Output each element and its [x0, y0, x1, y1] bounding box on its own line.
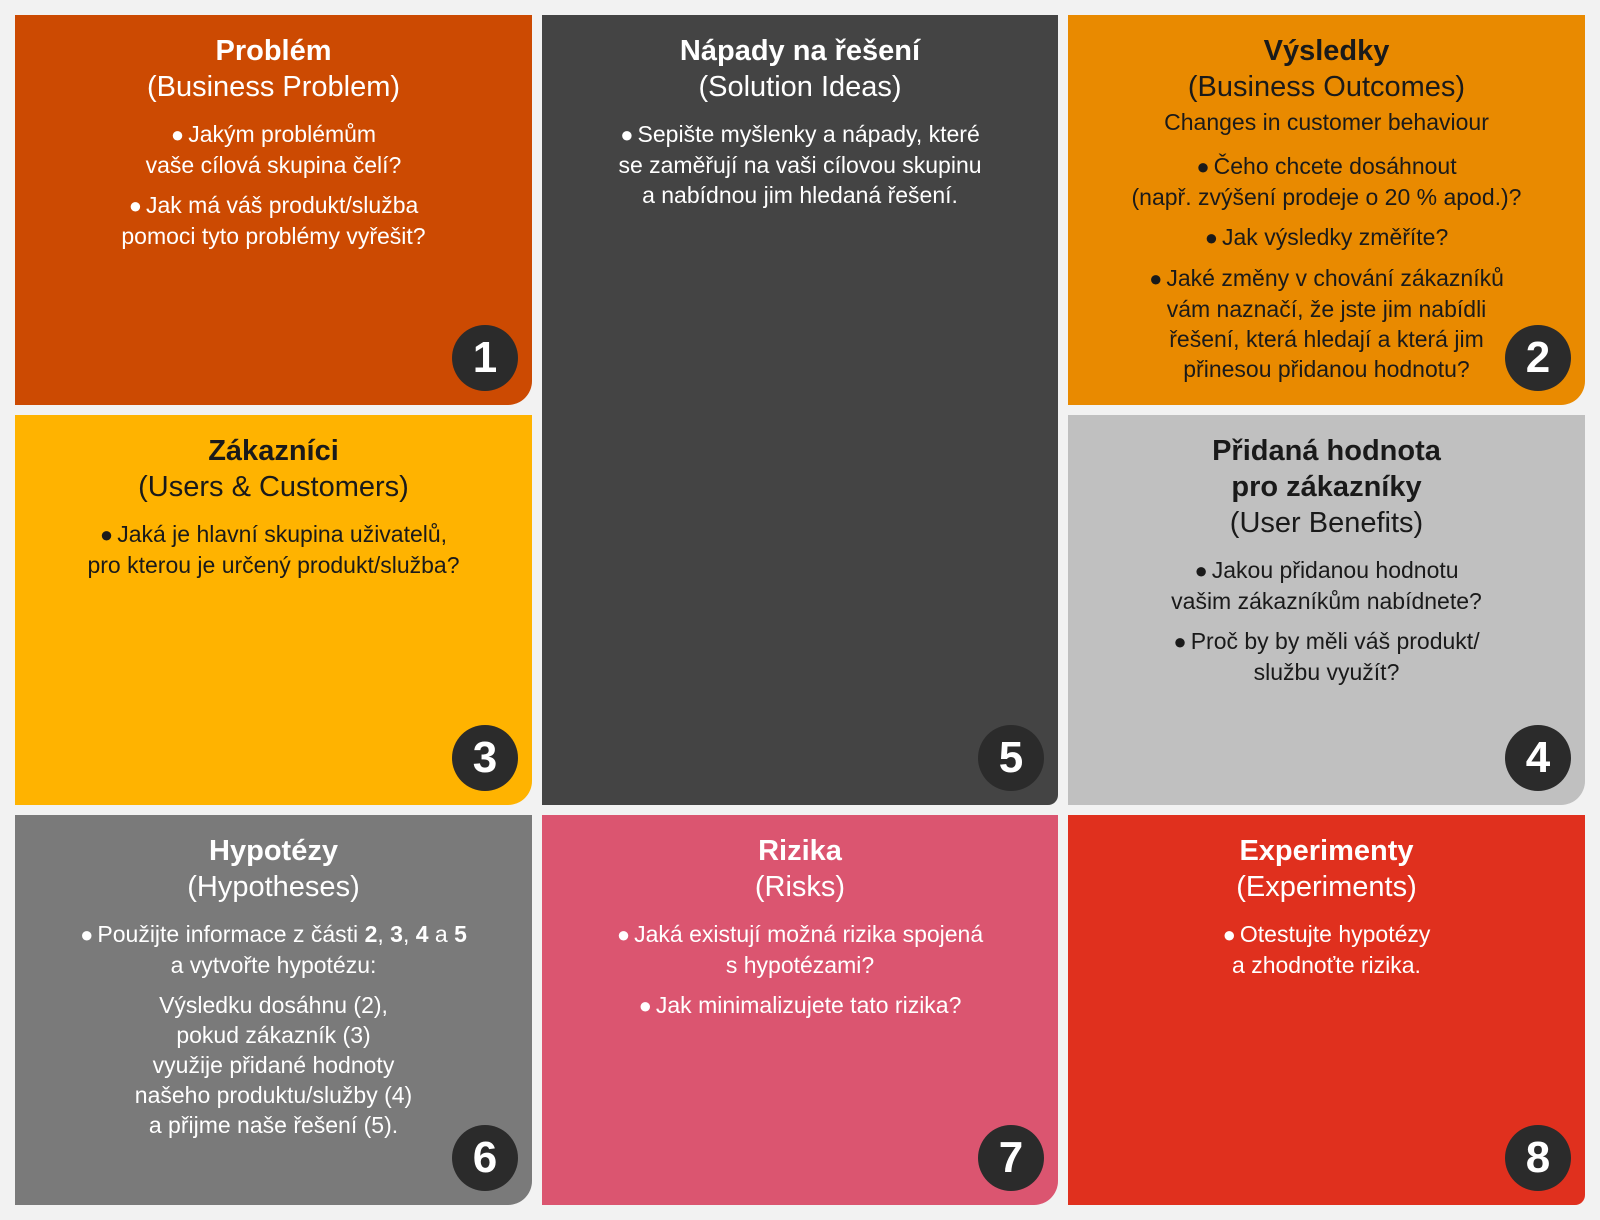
card-risks [542, 815, 1058, 1205]
bullet-icon: ● [80, 922, 94, 947]
card-items [15, 119, 532, 251]
card-items [15, 919, 532, 1140]
bullet-icon: ● [1222, 922, 1236, 947]
list-item: ● Jaká je hlavní skupina uživatelů, pro kterou je určený produkt/služba? [87, 521, 460, 578]
bullet-icon: ● [616, 922, 631, 947]
list-item: ● Použijte informace z části 2, 3, 4 a 5 a vytvořte hypotézu: [80, 921, 467, 978]
card-user-benefits [1068, 415, 1585, 805]
bullet-icon: ● [638, 993, 652, 1018]
bullet-icon: ● [620, 122, 634, 147]
card-title: Experimenty [1239, 835, 1414, 867]
card-business-problem [15, 15, 532, 405]
card-subtitle: (Solution Ideas) [698, 71, 902, 103]
list-item: ● Jak minimalizujete tato rizika? [638, 992, 962, 1018]
list-item: ● Jak výsledky změříte? [1204, 224, 1449, 250]
section-ref: 4 [415, 921, 429, 947]
card-title: Problém [215, 35, 332, 67]
card-subtitle: (Experiments) [1236, 871, 1417, 903]
list-item: ● Jakou přidanou hodnotu vašim zákazníkům nabídnete? [1171, 557, 1482, 614]
list-item: ● Čeho chcete dosáhnout (např. zvýšení prodeje o 20 % apod.)? [1131, 153, 1522, 210]
card-subtitle: (Business Outcomes) [1187, 71, 1466, 103]
card-note: Changes in customer behaviour [1164, 109, 1489, 135]
card-subtitle: (Business Problem) [146, 71, 401, 103]
bullet-icon: ● [99, 522, 114, 547]
list-item: ● Sepište myšlenky a nápady, které se zaměřují na vaši cílovou skupinu a nabídnou jim hledaná řešení. [618, 121, 982, 208]
list-item: ● Proč by by měli váš produkt/ službu využít? [1173, 628, 1480, 685]
card-experiments [1068, 815, 1585, 1205]
card-subtitle: (User Benefits) [1229, 507, 1424, 539]
bullet-icon: ● [1194, 558, 1208, 583]
section-ref: 5 [454, 921, 467, 947]
card-title: Hypotézy [209, 835, 338, 867]
card-title: Výsledky [1263, 35, 1390, 67]
card-subtitle: (Hypotheses) [187, 871, 360, 903]
number-badge: 3 [452, 725, 518, 791]
card-business-outcomes [1068, 15, 1585, 405]
number-badge: 4 [1505, 725, 1571, 791]
card-subtitle: (Risks) [754, 871, 846, 903]
bullet-icon: ● [128, 193, 142, 218]
card-title-line2: pro zákazníky [1231, 471, 1422, 503]
card-items [542, 919, 1058, 1021]
number-badge: 8 [1505, 1125, 1571, 1191]
number-badge: 6 [452, 1125, 518, 1191]
card-solution-ideas [542, 15, 1058, 805]
number-badge: 1 [452, 325, 518, 391]
list-item: ● Jak má váš produkt/služba pomoci tyto problémy vyřešit? [121, 192, 426, 249]
list-item: ● Jaká existují možná rizika spojená s hypotézami? [616, 921, 984, 978]
bullet-icon: ● [170, 122, 185, 147]
card-items [15, 519, 532, 580]
bullet-icon: ● [1204, 225, 1219, 250]
number-badge: 2 [1505, 325, 1571, 391]
list-item: ● Jakým problémům vaše cílová skupina čelí? [145, 121, 402, 178]
card-items [1068, 555, 1585, 687]
card-users-customers [15, 415, 532, 805]
section-ref: 3 [390, 921, 403, 947]
hypothesis-template: Výsledku dosáhnu (2), pokud zákazník (3) využije přidané hodnoty našeho produktu/služby (4) a přijme naše řešení (5). [134, 992, 413, 1138]
card-title: Nápady na řešení [679, 35, 921, 67]
card-items [1068, 919, 1585, 980]
card-title: Zákazníci [208, 435, 339, 467]
card-title: Rizika [758, 835, 842, 867]
bullet-icon: ● [1173, 629, 1187, 654]
card-hypotheses [15, 815, 532, 1205]
section-ref: 2 [364, 921, 378, 947]
list-item: ● Jaké změny v chování zákazníků vám naznačí, že jste jim nabídli řešení, která hledají a která jim přinesou přidanou hodnotu? [1149, 265, 1504, 382]
card-title-line1: Přidaná hodnota [1212, 435, 1441, 467]
card-subtitle: (Users & Customers) [138, 471, 409, 503]
number-badge: 7 [978, 1125, 1044, 1191]
bullet-icon: ● [1196, 154, 1210, 179]
number-badge: 5 [978, 725, 1044, 791]
list-item: ● Otestujte hypotézy a zhodnoťte rizika. [1222, 921, 1431, 978]
bullet-icon: ● [1149, 266, 1163, 291]
card-items [542, 119, 1058, 210]
